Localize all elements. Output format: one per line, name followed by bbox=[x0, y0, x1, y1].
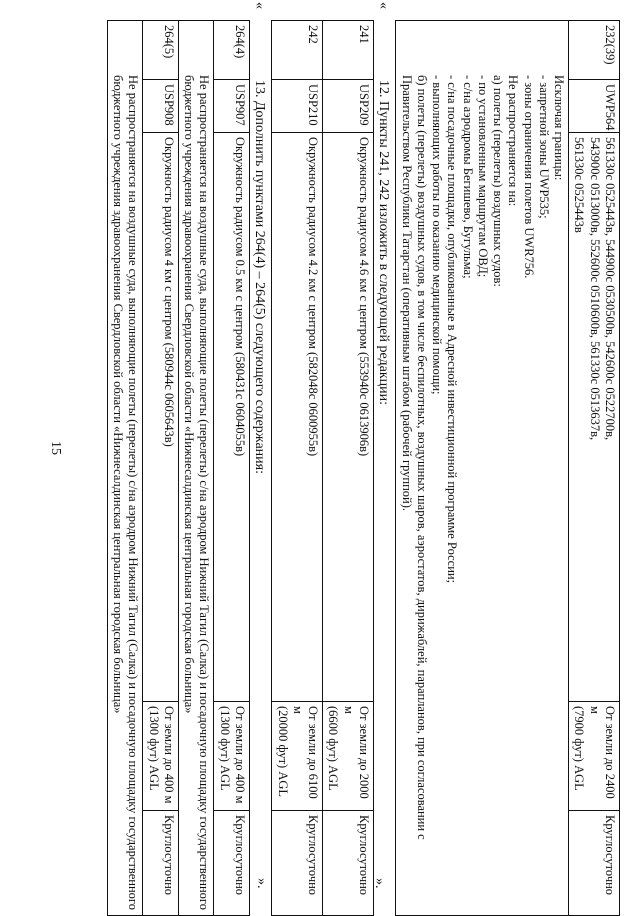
cell-description: Окружность радиусом 4.6 км с центром (553940с 0613906в) bbox=[323, 133, 374, 702]
note-line: б) полеты (перелеты) воздушных судов, в том числе беспилотных, воздушных шаров, аэростатов, дирижаблей, парапланов, при согласовании с Правительством Республики Татарстан (оперативным штабом (рабочей группой). bbox=[399, 75, 429, 840]
section-heading-13: 13. Дополнить пунктами 264(4) – 264(5) следующего содержания: bbox=[252, 80, 267, 474]
note-line: Исключая границы: bbox=[552, 75, 567, 181]
cell-coordinates bbox=[569, 133, 620, 702]
note-line: а) полеты (перелеты) воздушных судов: bbox=[491, 75, 506, 287]
cell-number: 242 bbox=[272, 21, 323, 80]
table-row-notes bbox=[179, 21, 215, 916]
table-row bbox=[143, 21, 179, 916]
note-line: - зоны ограничения полетов UWR756. bbox=[521, 75, 536, 279]
note-line: - запретной зоны UWP535; bbox=[537, 75, 551, 219]
cell-altitude bbox=[569, 702, 620, 811]
note-line: - с/на посадочные площадки, опубликованные в Адресной инвестиционной программе России; bbox=[445, 75, 460, 584]
cell-number: 241 bbox=[323, 21, 374, 80]
table-row bbox=[214, 21, 250, 916]
altitude-line: От земли до 6100 м bbox=[291, 706, 321, 799]
cell-code: USP210 bbox=[272, 80, 323, 133]
altitude-line: (6600 фут) AGL bbox=[326, 706, 341, 791]
cell-description: Окружность радиусом 4.2 км с центром (582048с 0600955в) bbox=[272, 133, 323, 702]
cell-time: Круглосуточно bbox=[143, 811, 179, 916]
altitude-line: (7900 фут) AGL bbox=[572, 706, 587, 791]
altitude-line: (1300 фут) AGL bbox=[146, 706, 161, 791]
cell-time: Круглосуточно bbox=[272, 811, 323, 916]
coord-line: 543900с 0513000в, 552600с 0510600в, 561330с 0513637в, bbox=[587, 137, 602, 441]
cell-notes bbox=[396, 21, 569, 916]
cell-time: Круглосуточно bbox=[214, 811, 250, 916]
cell-description: Окружность радиусом 0.5 км с центром (580431с 0604055в) bbox=[214, 133, 250, 702]
cell-note: Не распространяется на воздушные суда, выполняющие полеты (перелеты) с/на аэродром Нижний Тагил (Салка) и посадочную площадку государственного бюджетного учреждения здравоохранения Свердловской области «Нижнесалдинская центральная городская больница» bbox=[179, 21, 215, 916]
altitude-line: (1300 фут) AGL bbox=[217, 706, 232, 791]
altitude-line: (20000 фут) AGL bbox=[275, 706, 290, 798]
opening-quote: « bbox=[376, 2, 391, 9]
table-row-notes bbox=[108, 21, 144, 916]
closing-quote: ». bbox=[372, 878, 387, 889]
note-line: - по установленным маршрутам ОВД; bbox=[476, 75, 490, 278]
altitude-line: От земли до 400 м bbox=[233, 706, 247, 804]
note-line: - выполняющих работы по оказанию медицинской помощи; bbox=[430, 75, 445, 395]
note-line: - с/на аэродромы Бегишево, Бугульма; bbox=[460, 75, 475, 279]
cell-number: 264(5) bbox=[143, 21, 179, 80]
cell-code: USP908 bbox=[143, 80, 179, 133]
cell-note: Не распространяется на воздушные суда, выполняющие полеты (перелеты) с/на аэродром Нижний Тагил (Салка) и посадочную площадку государственного бюджетного учреждения здравоохранения Свердловской области «Нижнесалдинская центральная городская больница» bbox=[108, 21, 144, 916]
table-points-241-242 bbox=[272, 20, 375, 916]
section-heading-12: 12. Пункты 241, 242 изложить в следующей редакции: bbox=[376, 80, 391, 406]
cell-time: Круглосуточно bbox=[569, 811, 620, 916]
cell-number: 232(39) bbox=[569, 21, 620, 80]
table-zone-uwp564 bbox=[396, 20, 621, 916]
cell-number: 264(4) bbox=[214, 21, 250, 80]
opening-quote: « bbox=[252, 2, 267, 9]
table-row bbox=[569, 21, 620, 916]
cell-code: UWP564 bbox=[569, 80, 620, 133]
cell-altitude bbox=[323, 702, 374, 811]
rotated-page-content bbox=[20, 2, 620, 910]
closing-quote: ». bbox=[254, 878, 269, 889]
table-row bbox=[323, 21, 374, 916]
table-points-264 bbox=[107, 20, 250, 916]
page-number: 15 bbox=[48, 441, 63, 455]
cell-altitude bbox=[272, 702, 323, 811]
altitude-line: От земли до 2000 м bbox=[341, 706, 371, 799]
altitude-line: От земли до 2400 м bbox=[587, 706, 617, 799]
cell-time: Круглосуточно bbox=[323, 811, 374, 916]
note-line: Не распространяется на: bbox=[506, 75, 521, 207]
cell-code: USP209 bbox=[323, 80, 374, 133]
cell-description: Окружность радиусом 4 км с центром (580944с 0605643в) bbox=[143, 133, 179, 702]
table-row bbox=[272, 21, 323, 916]
table-row-notes bbox=[396, 21, 569, 916]
coord-line: 561330с 0525443в, 544900с 0530500в, 542600с 0522700в, bbox=[603, 137, 617, 441]
cell-altitude bbox=[143, 702, 179, 811]
cell-altitude bbox=[214, 702, 250, 811]
altitude-line: От земли до 400 м bbox=[162, 706, 176, 804]
coord-line: 561330с 0525443в bbox=[572, 137, 587, 233]
cell-code: USP907 bbox=[214, 80, 250, 133]
